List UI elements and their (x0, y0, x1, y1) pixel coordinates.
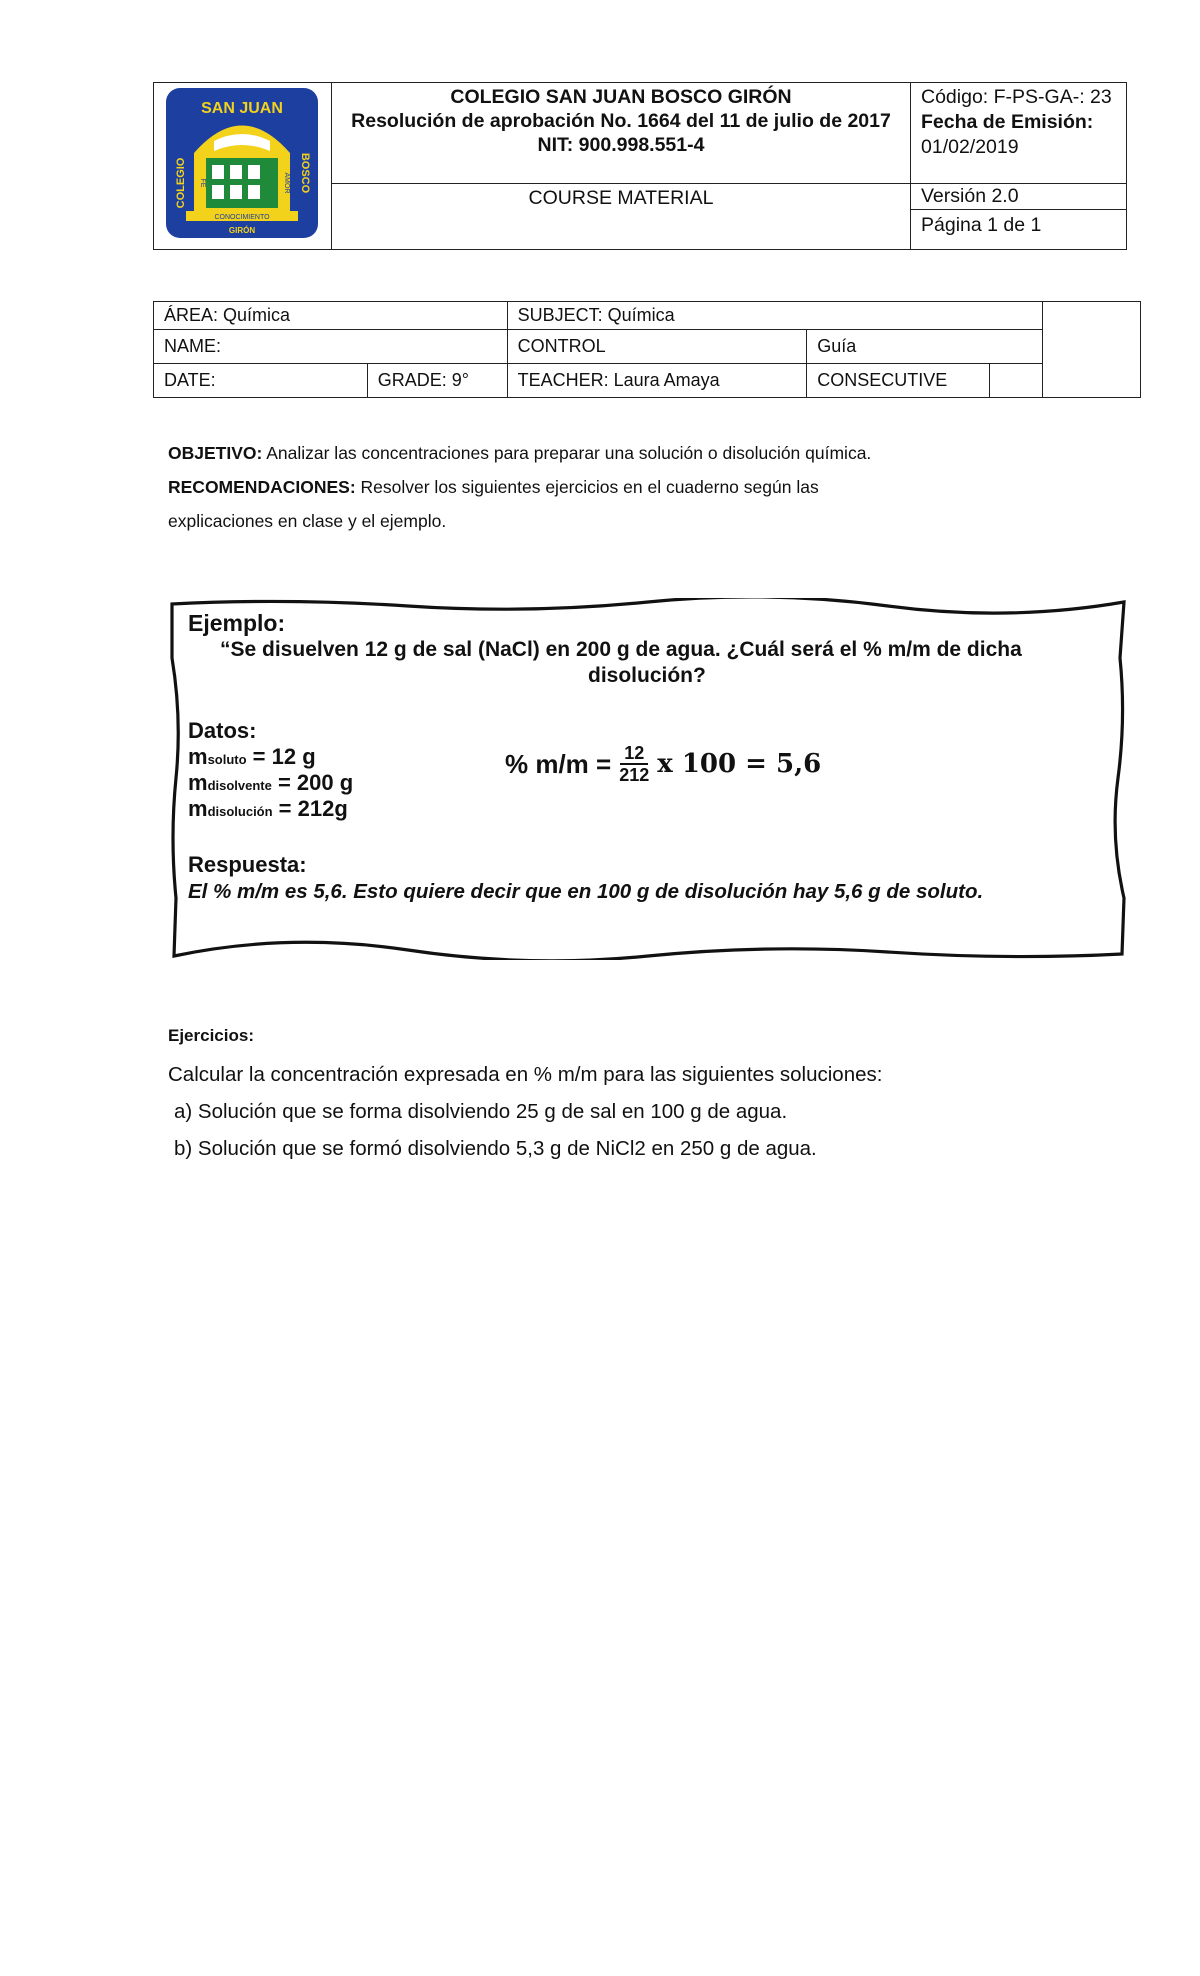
logo-amor-text: AMOR (283, 172, 290, 194)
grade-cell: GRADE: 9° (367, 364, 507, 398)
objective-label: OBJETIVO: (168, 443, 263, 463)
instructions-block (168, 436, 1068, 538)
formula-right: x 100 = 5,6 (657, 749, 822, 779)
example-question-line2: disolución? (588, 664, 706, 687)
blank-side-cell (1043, 302, 1141, 398)
objective-text: Analizar las concentraciones para preparar una solución o disolución química. (262, 443, 872, 463)
mass-solvent-m: m (188, 770, 208, 795)
document-header (153, 82, 1127, 250)
mass-solution-m: m (188, 796, 208, 821)
date-field[interactable]: DATE: (154, 364, 368, 398)
recommendations-text: Resolver los siguientes ejercicios en el cuaderno según las (355, 477, 819, 497)
mass-solvent-value: = 200 g (271, 770, 354, 795)
consecutive-value-field[interactable] (990, 364, 1043, 398)
example-title: Ejemplo: (188, 610, 286, 636)
exercise-b: b) Solución que se formó disolviendo 5,3 g de NiCl2 en 250 g de agua. (174, 1137, 817, 1160)
subject-cell: SUBJECT: Química (507, 302, 1043, 330)
formula-left: % m/m = (505, 748, 612, 779)
nit-text: NIT: 900.998.551-4 (537, 134, 705, 156)
exercise-a: a) Solución que se forma disolviendo 25 g de sal en 100 g de agua. (174, 1100, 788, 1123)
student-info-table (153, 301, 1141, 398)
logo-cell (154, 83, 332, 249)
header-meta (911, 83, 1126, 249)
mass-solution (188, 796, 348, 822)
fraction-numerator: 12 (620, 743, 648, 765)
logo-right-text: BOSCO (299, 152, 311, 194)
page-number-text: Página 1 de 1 (921, 214, 1042, 236)
name-field[interactable]: NAME: (154, 330, 508, 364)
logo-top-text: SAN JUAN (201, 100, 283, 117)
objective-line (168, 436, 1068, 470)
fraction-denominator: 212 (619, 765, 650, 785)
logo-fe-text: FE (199, 178, 206, 188)
control-cell: CONTROL (507, 330, 807, 364)
mass-solute-sub: soluto (207, 752, 247, 767)
course-material-label: COURSE MATERIAL (528, 187, 714, 209)
mass-solvent-sub: disolvente (207, 778, 272, 793)
recommendations-label: RECOMENDACIONES: (168, 477, 356, 497)
recommendations-line (168, 470, 1068, 504)
exercises-list (168, 1056, 882, 1167)
code-date-cell (911, 83, 1126, 184)
school-name: COLEGIO SAN JUAN BOSCO GIRÓN (450, 86, 792, 108)
code-text: Código: F-PS-GA-: 23 (921, 86, 1112, 108)
version-text: Versión 2.0 (911, 184, 1126, 210)
resolution-text: Resolución de aprobación No. 1664 del 11 de julio de 2017 (351, 110, 891, 132)
mass-solvent (188, 770, 353, 796)
exercises-title: Ejercicios: (168, 1026, 254, 1045)
example-box (168, 598, 1128, 960)
mass-solution-value: = 212g (272, 796, 348, 821)
area-cell: ÁREA: Química (154, 302, 508, 330)
logo-bottom-text: GIRÓN (228, 226, 256, 235)
mass-solute-value: = 12 g (246, 744, 316, 769)
guia-cell: Guía (807, 330, 1043, 364)
mass-solute (188, 744, 316, 770)
exercises-intro: Calcular la concentración expresada en % m/m para las siguientes soluciones: (168, 1063, 883, 1086)
example-question-line1: “Se disuelven 12 g de sal (NaCl) en 200 g de agua. ¿Cuál será el % m/m de dicha (220, 638, 1022, 661)
mass-solute-m: m (188, 744, 208, 769)
header-center (332, 83, 911, 249)
emission-date-value: 01/02/2019 (921, 136, 1019, 158)
logo-band-text: CONOCIMIENTO (214, 214, 270, 221)
school-info (332, 83, 910, 184)
formula (505, 734, 821, 794)
consecutive-cell: CONSECUTIVE (807, 364, 990, 398)
school-logo (154, 83, 330, 249)
datos-label: Datos: (188, 718, 257, 743)
mass-solution-sub: disolución (207, 804, 273, 819)
recommendations-line-2: explicaciones en clase y el ejemplo. (168, 511, 447, 531)
respuesta-label: Respuesta: (188, 852, 307, 877)
fraction (619, 743, 649, 785)
respuesta-text: El % m/m es 5,6. Esto quiere decir que en 100 g de disolución hay 5,6 g de soluto. (188, 880, 984, 903)
teacher-cell: TEACHER: Laura Amaya (507, 364, 807, 398)
emission-date-label: Fecha de Emisión: (921, 111, 1094, 133)
logo-left-text: COLEGIO (175, 157, 187, 209)
